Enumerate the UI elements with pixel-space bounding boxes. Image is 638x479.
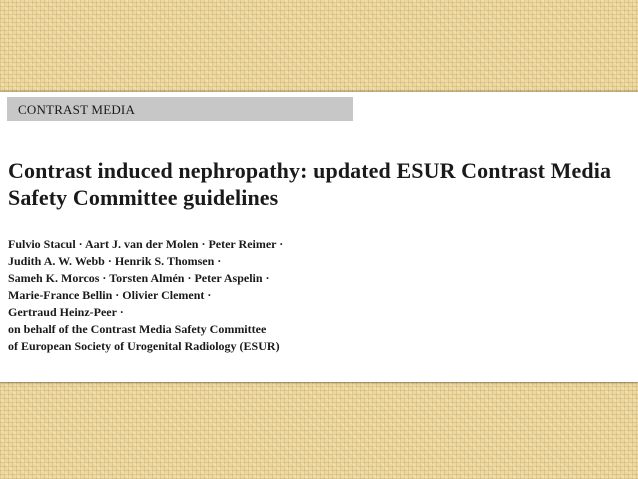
paper-clipping: [0, 92, 638, 382]
section-label: CONTRAST MEDIA: [7, 97, 353, 121]
author-line: on behalf of the Contrast Media Safety Committee: [8, 322, 267, 336]
textured-background-bottom: [0, 382, 638, 479]
author-line: of European Society of Urogenital Radiology (ESUR): [8, 339, 280, 353]
author-line: Marie-France Bellin · Olivier Clement ·: [8, 288, 212, 302]
article-title: Contrast induced nephropathy: updated ESUR Contrast Media Safety Committee guidelines: [8, 158, 612, 210]
textured-background-top: [0, 0, 638, 92]
author-line: Gertraud Heinz-Peer ·: [8, 305, 124, 319]
author-list: [8, 236, 633, 355]
author-line: Judith A. W. Webb · Henrik S. Thomsen ·: [8, 254, 222, 268]
author-line: Sameh K. Morcos · Torsten Almén · Peter Aspelin ·: [8, 271, 270, 285]
author-line: Fulvio Stacul · Aart J. van der Molen · Peter Reimer ·: [8, 237, 284, 251]
